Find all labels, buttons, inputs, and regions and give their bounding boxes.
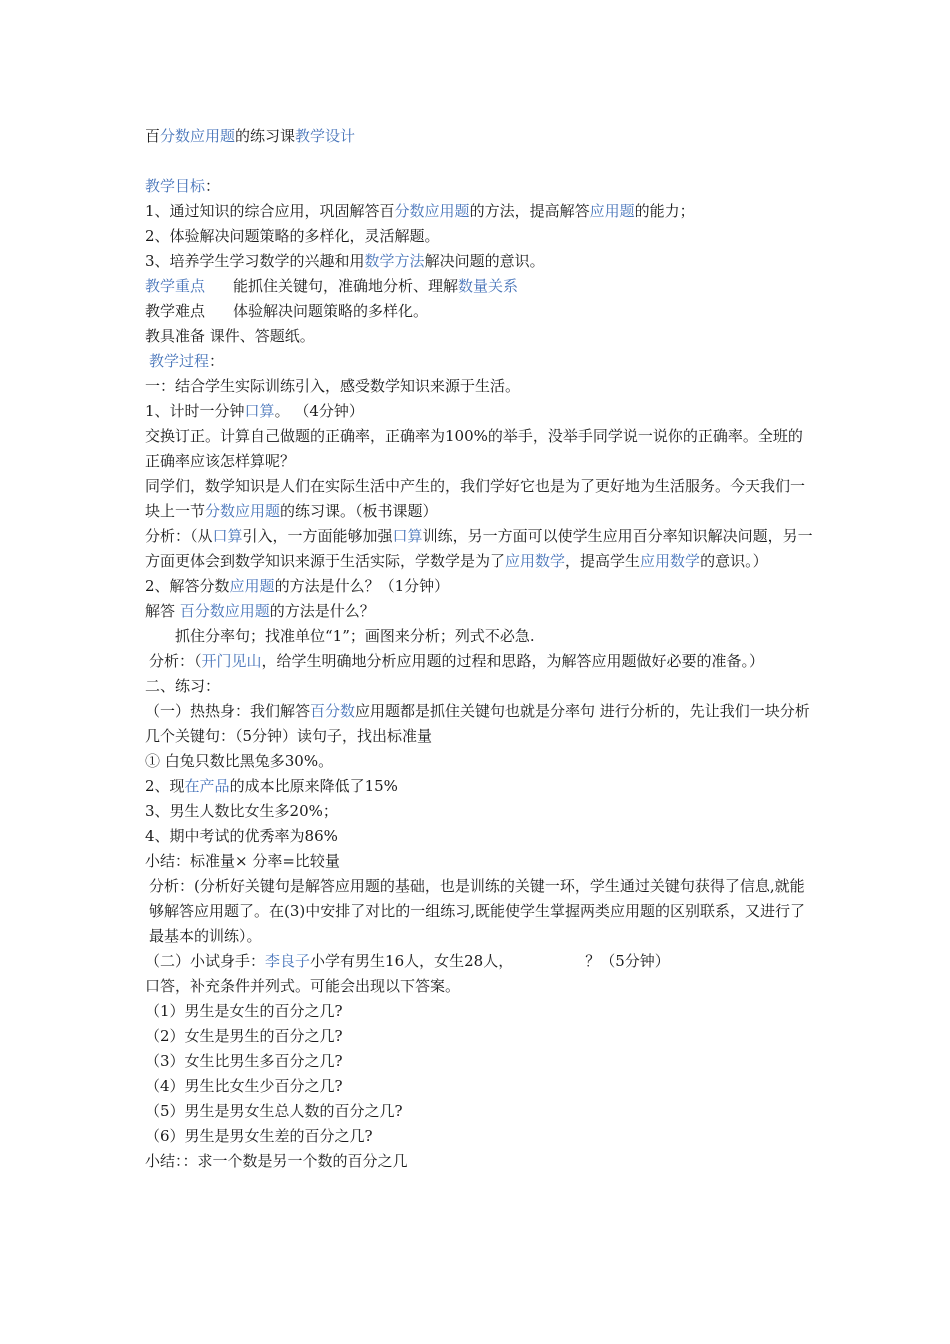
link-fraction-problems[interactable]: 分数应用题 [205, 502, 281, 520]
text: 的方法，提高解答 [469, 202, 590, 220]
answer-1: （1）男生是女生的百分之几? [145, 1002, 343, 1020]
link-word-problems[interactable]: 应用题 [229, 577, 275, 595]
answer-3: （3）女生比男生多百分之几? [145, 1052, 343, 1070]
link-quantity-relation[interactable]: 数量关系 [458, 277, 519, 295]
text: 能抓住关键句，准确地分析、理解 [233, 277, 459, 295]
text: ，给学生明确地分析应用题的过程和思路，为解答应用题做好必要的准备。） [261, 652, 765, 670]
sentence-2 [145, 774, 815, 799]
step-2 [145, 574, 815, 599]
text: （一）热热身：我们解答 [145, 702, 311, 720]
step-1 [145, 399, 815, 424]
answer-4: （4）男生比女生少百分之几? [145, 1077, 343, 1095]
difficulty [145, 299, 815, 324]
key-points-link[interactable]: 教学重点 [145, 277, 206, 295]
text: 的成本比原来降低了15% [229, 777, 398, 795]
document-body [145, 124, 815, 1174]
document-title [145, 124, 815, 149]
text: 分析：（ [149, 652, 202, 670]
sentence-4: 4、期中考试的优秀率为86% [145, 827, 338, 845]
summary-1: 小结：标准量× 分率=比较量 [145, 852, 340, 870]
text: 1、计时一分钟 [145, 402, 245, 420]
text: ？（5分钟） [585, 952, 670, 970]
sentence-1: ① 白兔只数比黑兔多30%。 [145, 752, 334, 770]
text: （二）小试身手： [145, 952, 266, 970]
link-mental-math[interactable]: 口算 [392, 527, 423, 545]
text: 体验解决问题策略的多样化。 [233, 302, 429, 320]
summary-2: 小结：：求一个数是另一个数的百分之几 [145, 1152, 408, 1170]
paragraph-analysis-2 [145, 649, 815, 674]
link-product[interactable]: 在产品 [184, 777, 230, 795]
method-rhyme: 抓住分率句；找准单位“1”；画图来分析；列式不必急. [175, 627, 535, 645]
link-applied-math[interactable]: 应用数学 [640, 552, 701, 570]
text: 应用题都是抓住关键句也就是分率句 进行分析的，先让我们一块分析几个关键句：（5分钟）读句子，找出标准量 [145, 702, 810, 745]
difficulty-label: 教学难点 [145, 302, 206, 320]
process-heading [145, 349, 815, 374]
paragraph-analysis-3: 分析：(分析好关键句是解答应用题的基础，也是训练的关键一环，学生通过关键句获得了信息,就能够解答应用题了。在(3)中安排了对比的一组练习,既能使学生掌握两类应用题的区别联系，又进行了最基本的训练）。 [149, 877, 806, 945]
text: 3、培养学生学习数学的兴趣和用 [145, 252, 365, 270]
text: 2、解答分数 [145, 577, 230, 595]
colon: ： [209, 352, 225, 370]
text: 引入，一方面能够加强 [242, 527, 393, 545]
text: 2、现 [145, 777, 185, 795]
part1-heading: 一：结合学生实际训练引入，感受数学知识来源于生活。 [145, 377, 521, 395]
text: 。 （4分钟） [274, 402, 364, 420]
warm-up [145, 699, 815, 749]
key-points [145, 274, 815, 299]
title-part: 百 [145, 127, 161, 145]
process-link[interactable]: 教学过程 [149, 352, 210, 370]
paragraph-analysis-1 [145, 524, 815, 574]
text: 训练，另一方面可以使学生应用百分率知识解决问题，另一方面更体会到数学知识来源于生活实际，学数学是为了 [145, 527, 813, 570]
text: 解答 [145, 602, 180, 620]
link-straight-to-point[interactable]: 开门见山 [201, 652, 262, 670]
text: 的意识。） [700, 552, 768, 570]
text: 1、通过知识的综合应用，巩固解答百 [145, 202, 395, 220]
sentence-3: 3、男生人数比女生多20%； [145, 802, 338, 820]
text: 的方法是什么？ [269, 602, 375, 620]
goal-1 [145, 199, 815, 224]
link-word-problems[interactable]: 应用题 [589, 202, 635, 220]
text: 的能力； [634, 202, 695, 220]
text: 同学们，数学知识是人们在实际生活中产生的，我们学好它也是为了更好地为生活服务。今天我们一块上一节 [145, 477, 806, 520]
text: 分析：（从 [145, 527, 213, 545]
try-it [145, 949, 815, 974]
oral-answer: 口答，补充条件并列式。可能会出现以下答案。 [145, 977, 461, 995]
goal-3 [145, 249, 815, 274]
link-li-liangzi[interactable]: 李良子 [265, 952, 311, 970]
link-mental-math[interactable]: 口算 [212, 527, 243, 545]
text: 的方法是什么？（1分钟） [274, 577, 450, 595]
paragraph-correction: 交换订正。计算自己做题的正确率，正确率为100%的举手，没举手同学说一说你的正确率。全班的正确率应该怎样算呢？ [145, 427, 803, 470]
answer-5: （5）男生是男女生总人数的百分之几? [145, 1102, 403, 1120]
link-percentage[interactable]: 百分数 [310, 702, 356, 720]
tools: 教具准备 课件、答题纸。 [145, 327, 315, 345]
text: 解决问题的意识。 [424, 252, 545, 270]
goals-heading [145, 174, 815, 199]
title-part: 的练习课 [235, 127, 296, 145]
link-applied-math[interactable]: 应用数学 [505, 552, 566, 570]
colon: ： [205, 177, 221, 195]
text: 的练习课。（板书课题） [280, 502, 438, 520]
goal-2: 2、体验解决问题策略的多样化，灵活解题。 [145, 227, 440, 245]
paragraph-intro [145, 474, 815, 524]
answer-2: （2）女生是男生的百分之几? [145, 1027, 343, 1045]
text: 小学有男生16人，女生28人， [310, 952, 514, 970]
link-percentage-problems[interactable]: 百分数应用题 [179, 602, 270, 620]
text: ，提高学生 [565, 552, 641, 570]
title-link-design[interactable]: 教学设计 [295, 127, 356, 145]
answer-6: （6）男生是男女生差的百分之几? [145, 1127, 373, 1145]
part2-heading: 二、练习： [145, 677, 221, 695]
link-math-methods[interactable]: 数学方法 [364, 252, 425, 270]
title-link-fractions[interactable]: 分数应用题 [160, 127, 236, 145]
goals-heading-link[interactable]: 教学目标 [145, 177, 206, 195]
question-method [145, 599, 815, 624]
link-fraction-problems[interactable]: 分数应用题 [394, 202, 470, 220]
link-mental-math[interactable]: 口算 [244, 402, 275, 420]
